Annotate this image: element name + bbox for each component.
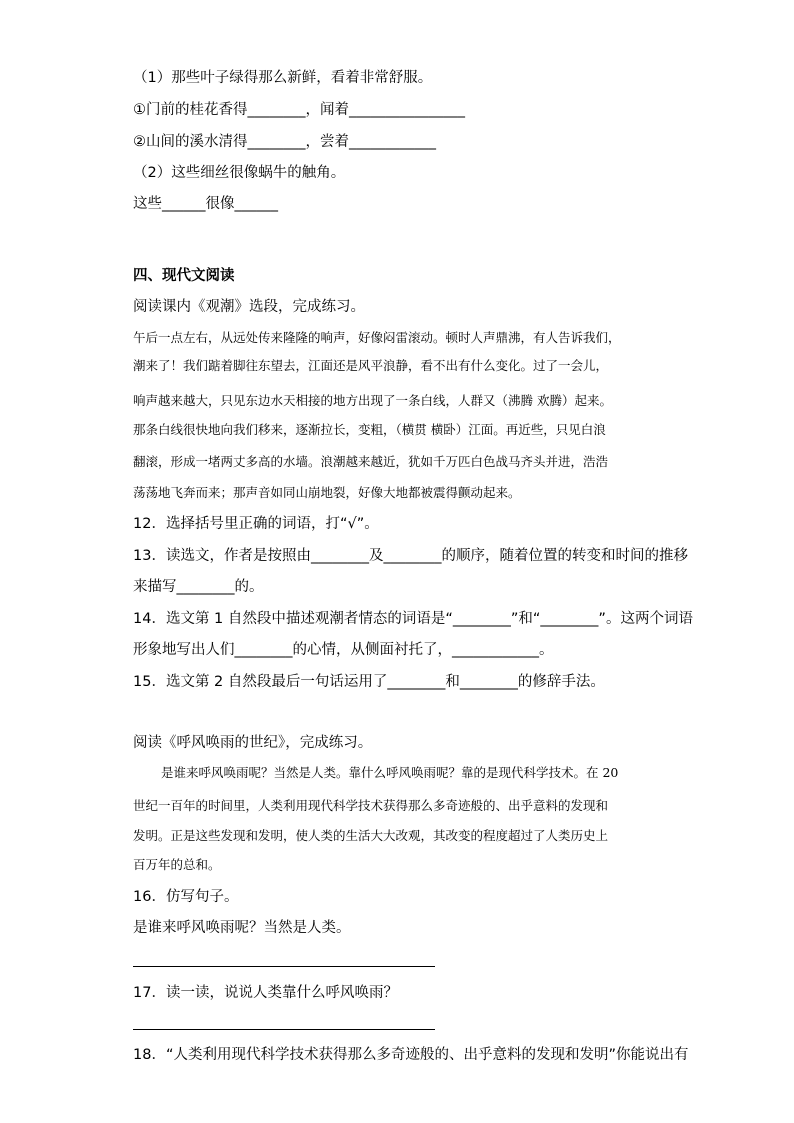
passage-2-line: 发明。正是这些发现和发明，使人类的生活大大改观，其改变的程度超过了人类历史上 — [133, 828, 609, 843]
q2-stem: （2）这些细丝很像蜗牛的触角。 — [133, 165, 346, 181]
passage-2-line: 百万年的总和。 — [133, 857, 221, 872]
reading-intro-2: 阅读《呼风唤雨的世纪》，完成练习。 — [133, 735, 373, 751]
passage-1-line: 那条白线很快地向我们移来，逐渐拉长，变粗，（横贯 横卧）江面。再近些，只见白浪 — [133, 422, 606, 437]
q1-item1: ①门前的桂花香得________，闻着________________ — [133, 102, 465, 118]
section-heading: 四、现代文阅读 — [133, 268, 235, 284]
passage-1-line: 响声越来越大，只见东边水天相接的地方出现了一条白线，人群又（沸腾 欢腾）起来。 — [133, 393, 612, 408]
question-12: 12．选择括号里正确的词语，打“√”。 — [133, 516, 379, 532]
passage-2-line: 世纪一百年的时间里，人类利用现代科学技术获得那么多奇迹般的、出乎意料的发现和 — [133, 798, 609, 813]
passage-1-line: 翻滚，形成一堵两丈多高的水墙。浪潮越来越近，犹如千万匹白色战马齐头并进，浩浩 — [133, 454, 609, 469]
question-14-line2: 形象地写出人们________的心情，从侧面衬托了，____________。 — [133, 642, 554, 658]
passage-1-line: 荡荡地飞奔而来；那声音如同山崩地裂，好像大地都被震得颤动起来。 — [133, 485, 521, 500]
answer-line-16 — [133, 966, 435, 967]
answer-line-17 — [133, 1029, 435, 1030]
question-17: 17．读一读，说说人类靠什么呼风唤雨？ — [133, 985, 398, 1001]
question-14-line1: 14．选文第 1 自然段中描述观潮者情态的词语是“________”和“________”。这两个词语 — [133, 611, 693, 627]
q2-answer: 这些______很像______ — [133, 196, 278, 212]
passage-2-line: 是谁来呼风唤雨呢？当然是人类。靠什么呼风唤雨呢？靠的是现代科学技术。在 20 — [161, 765, 619, 780]
question-13-line2: 来描写________的。 — [133, 579, 264, 595]
question-18: 18．“人类利用现代科学技术获得那么多奇迹般的、出乎意料的发现和发明”你能说出有 — [133, 1047, 689, 1063]
passage-1-line: 潮来了！我们踮着脚往东望去，江面还是风平浪静，看不出有什么变化。过了一会儿， — [133, 358, 609, 373]
reading-intro-1: 阅读课内《观潮》选段，完成练习。 — [133, 299, 365, 315]
question-16: 16．仿写句子。 — [133, 889, 239, 905]
question-13-line1: 13．读选文，作者是按照由________及________的顺序，随着位置的转变和时间的推移 — [133, 548, 688, 564]
passage-1-line: 午后一点左右，从远处传来隆隆的响声，好像闷雷滚动。顿时人声鼎沸，有人告诉我们， — [133, 330, 621, 345]
q1-stem: （1）那些叶子绿得那么新鲜，看着非常舒服。 — [133, 70, 433, 86]
q1-item2: ②山间的溪水清得________，尝着____________ — [133, 134, 436, 150]
question-15: 15．选文第 2 自然段最后一句话运用了________和________的修辞手法。 — [133, 674, 605, 690]
question-16-example: 是谁来呼风唤雨呢？当然是人类。 — [133, 920, 351, 936]
